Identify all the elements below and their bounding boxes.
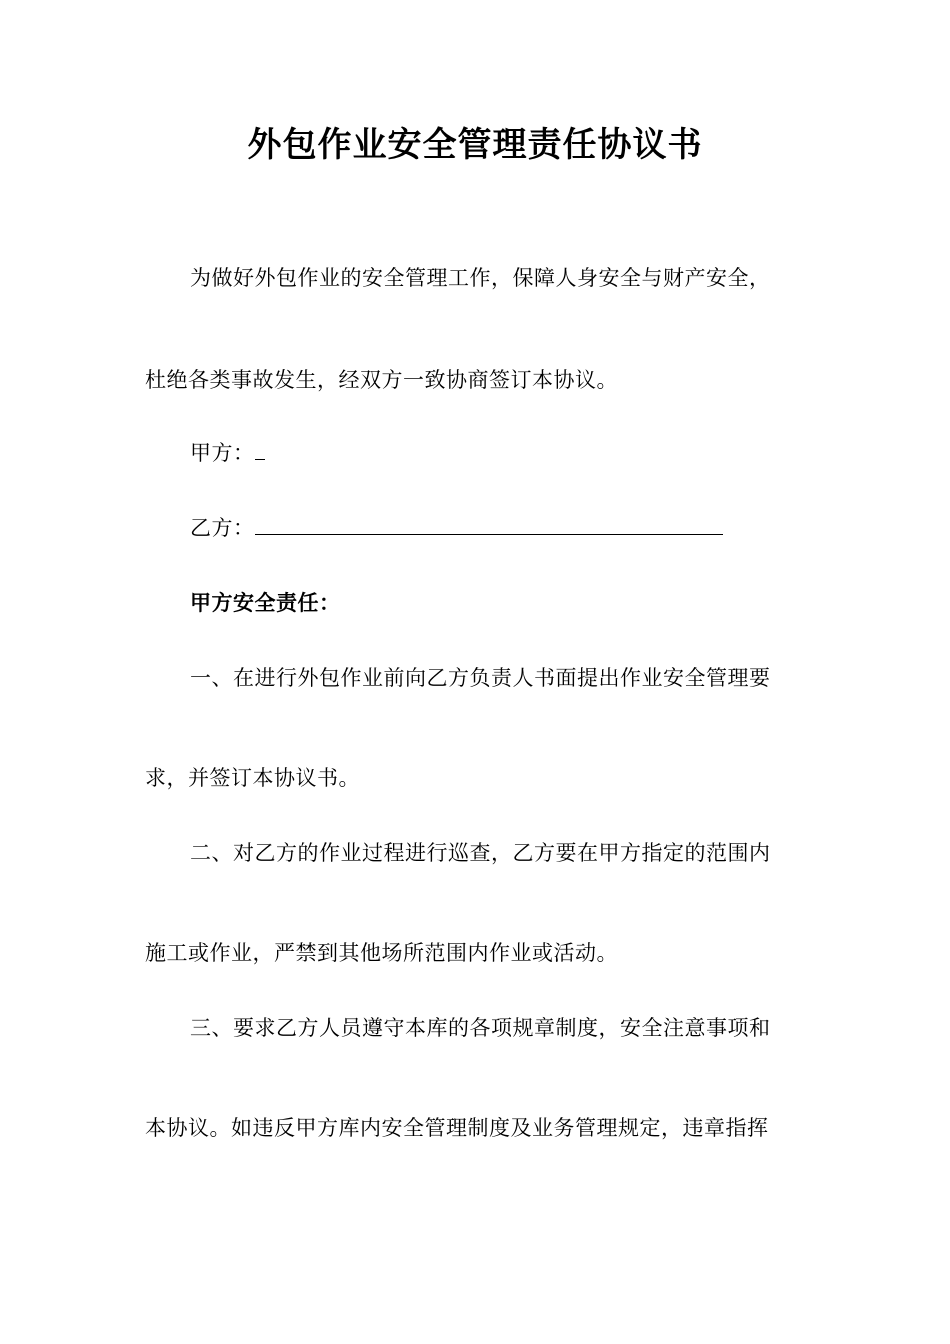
section-heading: 甲方安全责任： [190, 590, 341, 615]
item-3-line-2: 本协议。如违反甲方库内安全管理制度及业务管理规定，违章指挥 [145, 1116, 769, 1140]
party-b-blank [255, 514, 723, 535]
intro-line-2: 杜绝各类事故发生，经双方一致协商签订本协议。 [145, 368, 618, 392]
document-title: 外包作业安全管理责任协议书 [247, 125, 703, 165]
item-1-line-1: 一、在进行外包作业前向乙方负责人书面提出作业安全管理要 [190, 666, 771, 690]
party-a-row [190, 438, 265, 468]
intro-line-1: 为做好外包作业的安全管理工作，保障人身安全与财产安全， [190, 266, 771, 290]
item-3-line-1: 三、要求乙方人员遵守本库的各项规章制度，安全注意事项和 [190, 1016, 771, 1040]
party-b-row [190, 513, 723, 543]
party-a-label: 甲方： [190, 441, 255, 465]
item-2-line-1: 二、对乙方的作业过程进行巡查，乙方要在甲方指定的范围内 [190, 841, 771, 865]
party-a-blank [255, 441, 265, 460]
item-2-line-2: 施工或作业，严禁到其他场所范围内作业或活动。 [145, 941, 618, 965]
party-b-label: 乙方： [190, 516, 255, 540]
item-1-line-2: 求，并签订本协议书。 [145, 766, 360, 790]
